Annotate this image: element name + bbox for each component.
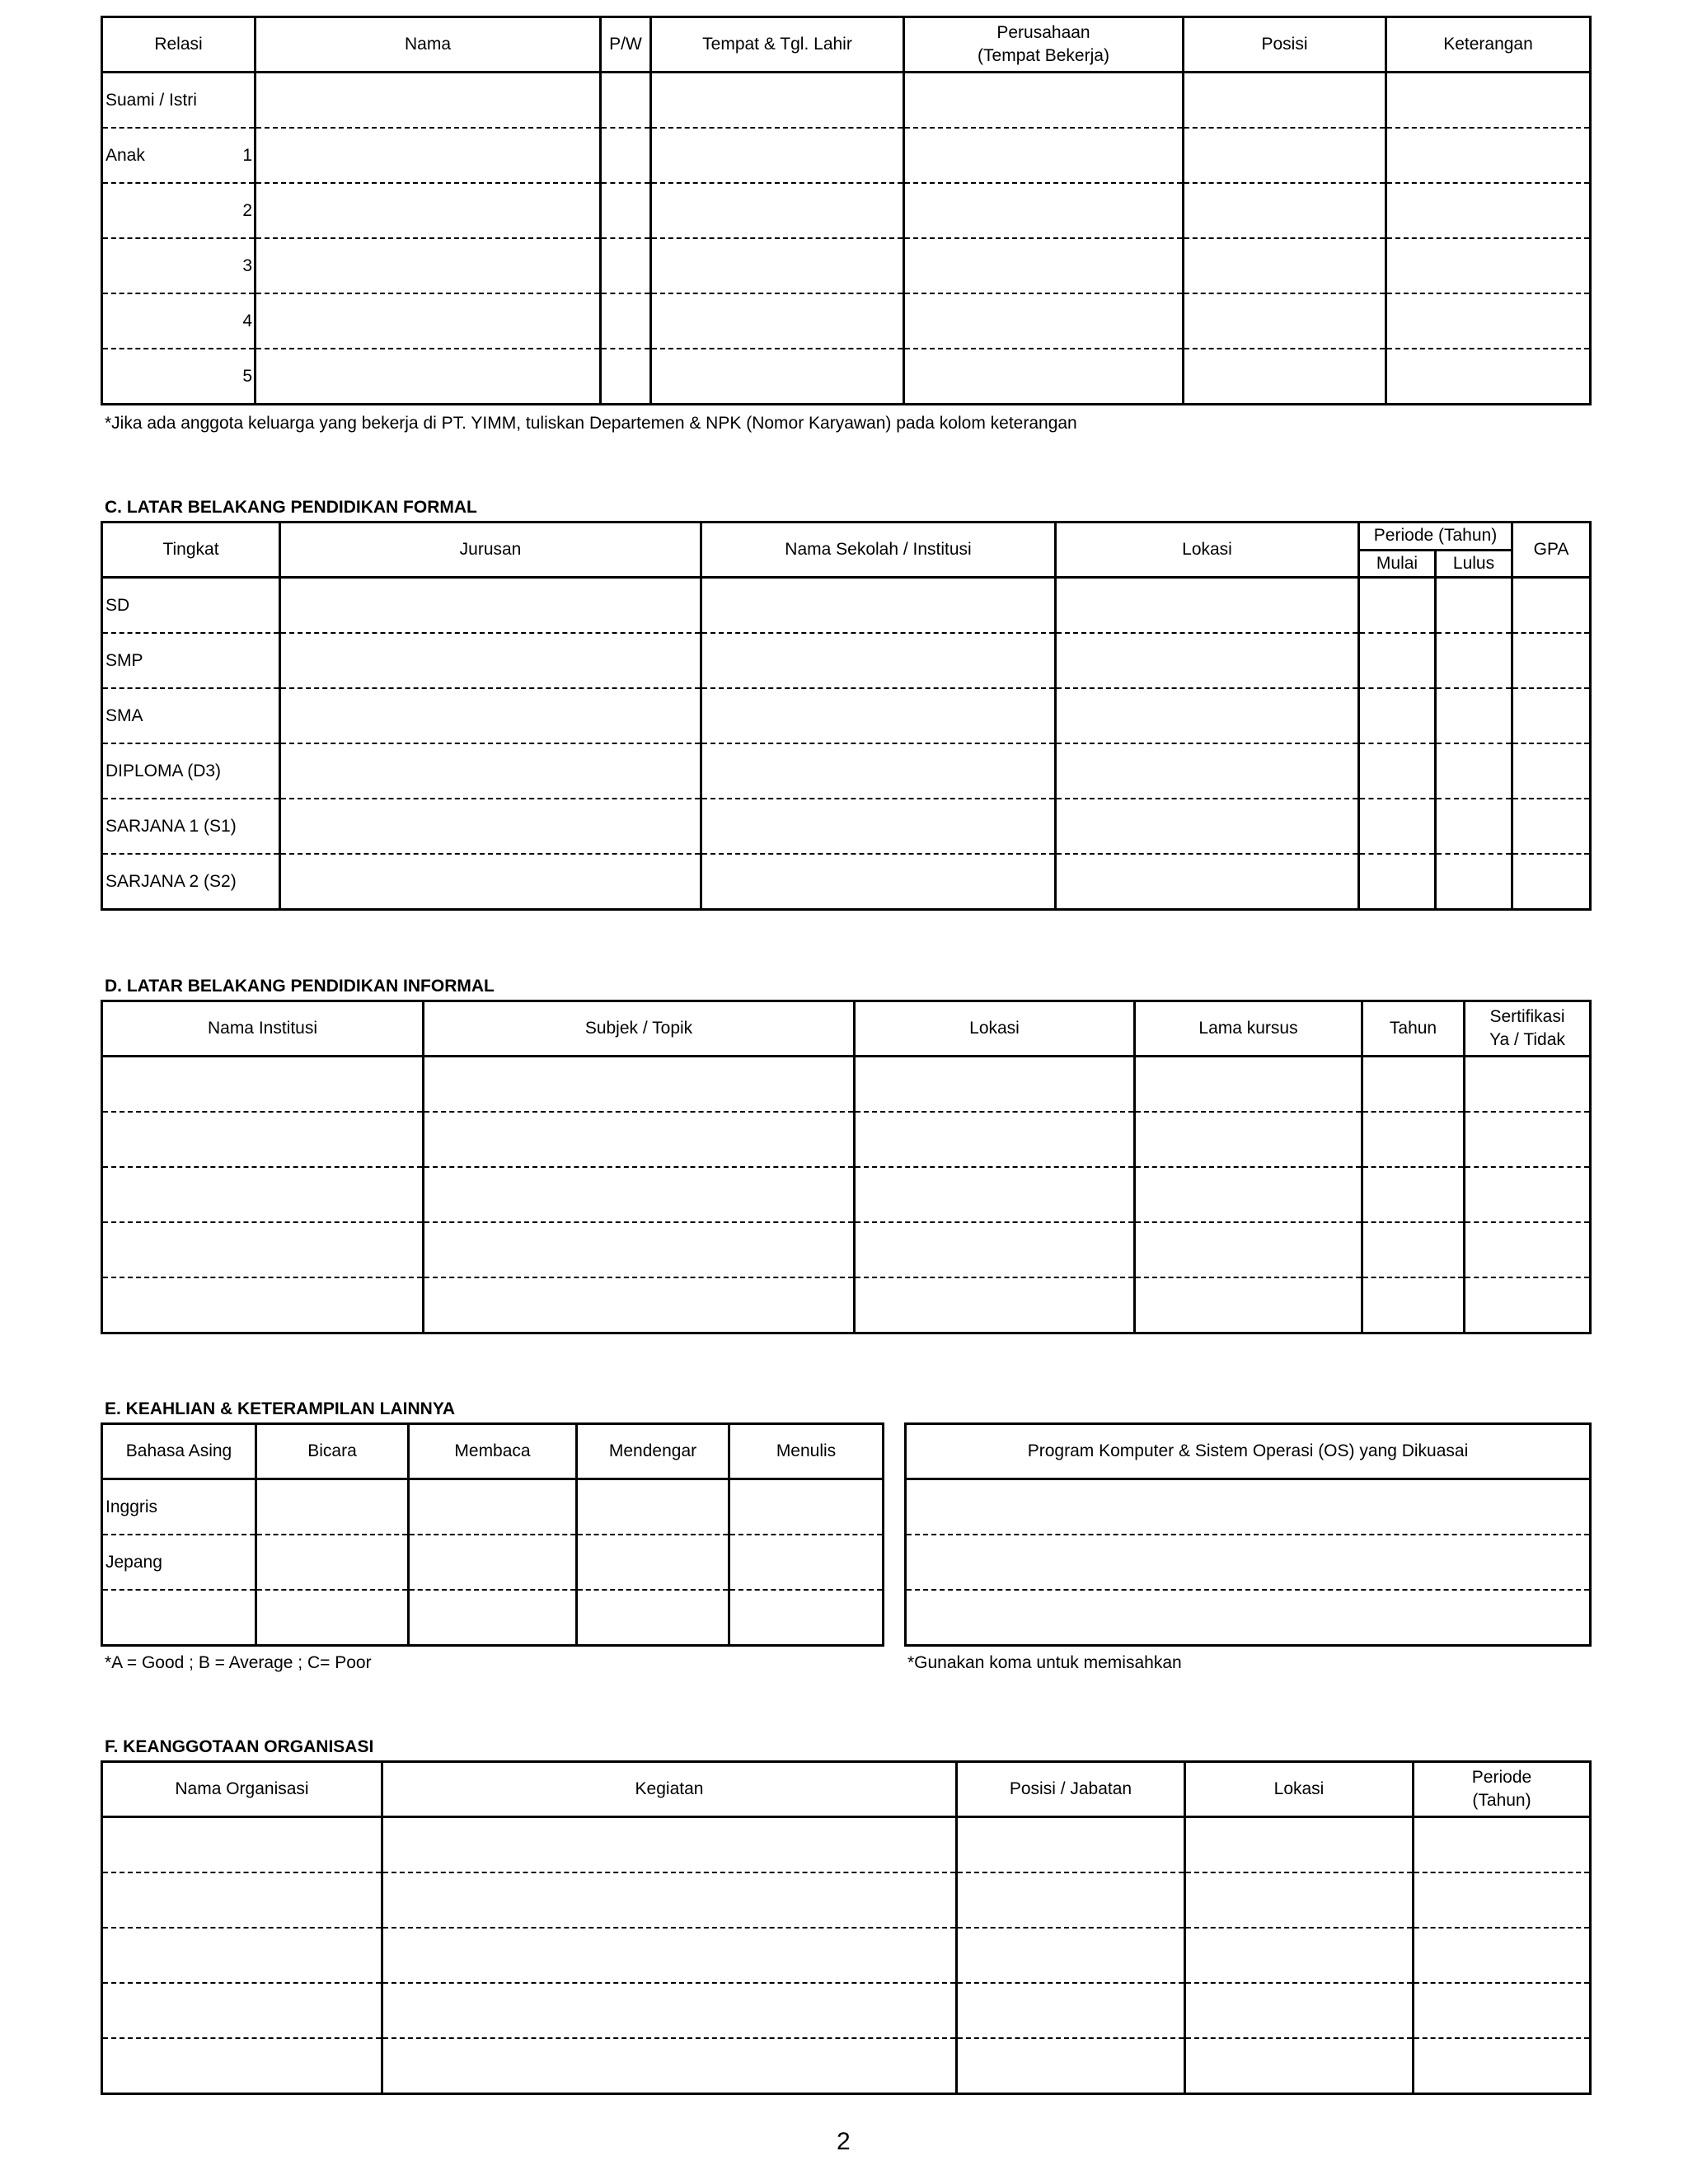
topic-field[interactable]: [424, 1112, 855, 1167]
row-number: 2: [242, 200, 252, 220]
major-field[interactable]: [280, 688, 701, 743]
gpa-field[interactable]: [1512, 854, 1591, 910]
table-row: [102, 1479, 884, 1535]
header-sertifikasi: Sertifikasi Ya / Tidak: [1465, 1001, 1591, 1057]
remark-field[interactable]: [1386, 349, 1591, 405]
header-lokasi: Lokasi: [1185, 1762, 1414, 1817]
school-field[interactable]: [701, 633, 1056, 688]
table-row: [102, 183, 1591, 238]
section-title-informal: D. LATAR BELAKANG PENDIDIKAN INFORMAL: [105, 977, 495, 996]
table-row: [102, 73, 1591, 129]
header-pw: P/W: [601, 17, 651, 73]
gpa-field[interactable]: [1512, 633, 1591, 688]
role-field[interactable]: [957, 2038, 1185, 2094]
relation-label: Suami / Istri: [106, 90, 197, 110]
level-label: SARJANA 1 (S1): [102, 799, 280, 854]
name-field[interactable]: [256, 183, 601, 238]
header-posisi-jabatan: Posisi / Jabatan: [957, 1762, 1185, 1817]
birth-field[interactable]: [651, 238, 904, 293]
major-field[interactable]: [280, 799, 701, 854]
certificate-field[interactable]: [1465, 1277, 1591, 1333]
name-field[interactable]: [256, 238, 601, 293]
name-field[interactable]: [256, 349, 601, 405]
start-year-field[interactable]: [1359, 578, 1436, 634]
start-year-field[interactable]: [1359, 743, 1436, 799]
company-field[interactable]: [904, 73, 1184, 129]
gender-field[interactable]: [601, 349, 651, 405]
company-field[interactable]: [904, 128, 1184, 183]
relation-label: Anak: [106, 145, 145, 165]
table-row: [102, 1167, 1591, 1222]
major-field[interactable]: [280, 854, 701, 910]
institution-field[interactable]: [102, 1222, 424, 1277]
header-bahasa-asing: Bahasa Asing: [102, 1424, 256, 1479]
year-field[interactable]: [1362, 1057, 1465, 1113]
name-field[interactable]: [256, 128, 601, 183]
listening-field[interactable]: [577, 1590, 729, 1646]
speaking-field[interactable]: [256, 1590, 409, 1646]
table-row: [102, 1817, 1591, 1873]
table-row: [102, 1057, 1591, 1113]
topic-field[interactable]: [424, 1167, 855, 1222]
reading-field[interactable]: [409, 1479, 577, 1535]
header-gpa: GPA: [1512, 523, 1591, 578]
location-field[interactable]: [1056, 799, 1359, 854]
location-field[interactable]: [1185, 1872, 1414, 1928]
start-year-field[interactable]: [1359, 633, 1436, 688]
remark-field[interactable]: [1386, 128, 1591, 183]
writing-field[interactable]: [729, 1535, 884, 1590]
gpa-field[interactable]: [1512, 578, 1591, 634]
major-field[interactable]: [280, 578, 701, 634]
position-field[interactable]: [1184, 293, 1386, 349]
gender-field[interactable]: [601, 73, 651, 129]
gender-field[interactable]: [601, 293, 651, 349]
table-row: [102, 2038, 1591, 2094]
organisation-field[interactable]: [102, 2038, 382, 2094]
graduate-year-field[interactable]: [1436, 633, 1512, 688]
role-field[interactable]: [957, 1817, 1185, 1873]
year-field[interactable]: [1362, 1222, 1465, 1277]
graduate-year-field[interactable]: [1436, 854, 1512, 910]
topic-field[interactable]: [424, 1277, 855, 1333]
header-lokasi: Lokasi: [1056, 523, 1359, 578]
header-lulus: Lulus: [1436, 551, 1512, 578]
table-row: [102, 1277, 1591, 1333]
graduate-year-field[interactable]: [1436, 688, 1512, 743]
level-label: SD: [106, 595, 130, 615]
institution-field[interactable]: [102, 1277, 424, 1333]
table-row: [102, 1872, 1591, 1928]
activity-field[interactable]: [382, 1872, 957, 1928]
location-field[interactable]: [855, 1112, 1135, 1167]
table-row: [102, 633, 1591, 688]
language-label: Jepang: [102, 1535, 256, 1590]
certificate-field[interactable]: [1465, 1167, 1591, 1222]
organisation-field[interactable]: [102, 1872, 382, 1928]
remark-field[interactable]: [1386, 238, 1591, 293]
school-field[interactable]: [701, 688, 1056, 743]
graduate-year-field[interactable]: [1436, 578, 1512, 634]
remark-field[interactable]: [1386, 293, 1591, 349]
company-field[interactable]: [904, 238, 1184, 293]
computer-note: *Gunakan koma untuk memisahkan: [907, 1653, 1182, 1672]
level-label: DIPLOMA (D3): [102, 743, 280, 799]
header-tempat-tgl-lahir: Tempat & Tgl. Lahir: [651, 17, 904, 73]
company-field[interactable]: [904, 183, 1184, 238]
table-row: [102, 688, 1591, 743]
role-field[interactable]: [957, 1983, 1185, 2038]
location-field[interactable]: [855, 1222, 1135, 1277]
formal-education-table: [101, 521, 1592, 911]
birth-field[interactable]: [651, 183, 904, 238]
table-row: [102, 799, 1591, 854]
topic-field[interactable]: [424, 1057, 855, 1113]
position-field[interactable]: [1184, 349, 1386, 405]
role-field[interactable]: [957, 1872, 1185, 1928]
table-row: [102, 854, 1591, 910]
birth-field[interactable]: [651, 349, 904, 405]
speaking-field[interactable]: [256, 1535, 409, 1590]
header-lokasi: Lokasi: [855, 1001, 1135, 1057]
location-field[interactable]: [855, 1277, 1135, 1333]
activity-field[interactable]: [382, 2038, 957, 2094]
topic-field[interactable]: [424, 1222, 855, 1277]
table-row: [102, 128, 1591, 183]
relation-cell: [102, 349, 256, 405]
header-bicara: Bicara: [256, 1424, 409, 1479]
gender-field[interactable]: [601, 128, 651, 183]
start-year-field[interactable]: [1359, 854, 1436, 910]
table-row: [102, 349, 1591, 405]
row-number: 3: [242, 255, 252, 275]
name-field[interactable]: [256, 293, 601, 349]
school-field[interactable]: [701, 854, 1056, 910]
language-note: *A = Good ; B = Average ; C= Poor: [105, 1653, 372, 1672]
header-posisi: Posisi: [1184, 17, 1386, 73]
header-nama: Nama: [256, 17, 601, 73]
organisation-table: [101, 1760, 1592, 2095]
graduate-year-field[interactable]: [1436, 799, 1512, 854]
header-computer-programs: Program Komputer & Sistem Operasi (OS) yang Dikuasai: [906, 1424, 1591, 1479]
gpa-field[interactable]: [1512, 799, 1591, 854]
header-perusahaan: Perusahaan (Tempat Bekerja): [904, 17, 1184, 73]
location-field[interactable]: [1056, 743, 1359, 799]
header-jurusan: Jurusan: [280, 523, 701, 578]
birth-field[interactable]: [651, 73, 904, 129]
writing-field[interactable]: [729, 1590, 884, 1646]
relation-cell: [102, 293, 256, 349]
role-field[interactable]: [957, 1928, 1185, 1983]
location-field[interactable]: [1185, 1817, 1414, 1873]
certificate-field[interactable]: [1465, 1057, 1591, 1113]
table-row: [102, 1535, 884, 1590]
table-row: [906, 1535, 1591, 1590]
duration-field[interactable]: [1135, 1167, 1362, 1222]
speaking-field[interactable]: [256, 1479, 409, 1535]
institution-field[interactable]: [102, 1057, 424, 1113]
row-number: 4: [242, 311, 252, 330]
major-field[interactable]: [280, 743, 701, 799]
table-row: [102, 1112, 1591, 1167]
position-field[interactable]: [1184, 238, 1386, 293]
header-sekolah: Nama Sekolah / Institusi: [701, 523, 1056, 578]
reading-field[interactable]: [409, 1590, 577, 1646]
row-number: 1: [242, 145, 252, 165]
year-field[interactable]: [1362, 1167, 1465, 1222]
remark-field[interactable]: [1386, 73, 1591, 129]
header-lama-kursus: Lama kursus: [1135, 1001, 1362, 1057]
period-field[interactable]: [1414, 1928, 1591, 1983]
level-label: SARJANA 2 (S2): [102, 854, 280, 910]
row-number: 5: [242, 366, 252, 386]
position-field[interactable]: [1184, 128, 1386, 183]
duration-field[interactable]: [1135, 1112, 1362, 1167]
header-membaca: Membaca: [409, 1424, 577, 1479]
location-field[interactable]: [1185, 2038, 1414, 2094]
relation-cell: [102, 73, 256, 129]
language-skills-table: [101, 1422, 884, 1647]
year-field[interactable]: [1362, 1112, 1465, 1167]
reading-field[interactable]: [409, 1535, 577, 1590]
header-kegiatan: Kegiatan: [382, 1762, 957, 1817]
location-field[interactable]: [1056, 854, 1359, 910]
relation-cell: [102, 128, 256, 183]
family-table: [101, 16, 1592, 405]
gender-field[interactable]: [601, 183, 651, 238]
year-field[interactable]: [1362, 1277, 1465, 1333]
writing-field[interactable]: [729, 1479, 884, 1535]
header-relasi: Relasi: [102, 17, 256, 73]
table-row: [102, 1222, 1591, 1277]
gpa-field[interactable]: [1512, 743, 1591, 799]
position-field[interactable]: [1184, 183, 1386, 238]
computer-skill-field[interactable]: [906, 1479, 1591, 1535]
level-label: SMP: [102, 633, 280, 688]
company-field[interactable]: [904, 349, 1184, 405]
level-label: SMA: [102, 688, 280, 743]
start-year-field[interactable]: [1359, 799, 1436, 854]
header-subjek: Subjek / Topik: [424, 1001, 855, 1057]
listening-field[interactable]: [577, 1535, 729, 1590]
header-periode: Periode (Tahun): [1359, 523, 1512, 551]
table-row: [906, 1590, 1591, 1646]
table-row: [102, 743, 1591, 799]
location-field[interactable]: [1056, 688, 1359, 743]
certificate-field[interactable]: [1465, 1112, 1591, 1167]
section-title-organisations: F. KEANGGOTAAN ORGANISASI: [105, 1737, 374, 1756]
header-nama-organisasi: Nama Organisasi: [102, 1762, 382, 1817]
relation-cell: [102, 238, 256, 293]
major-field[interactable]: [280, 633, 701, 688]
location-field[interactable]: [855, 1167, 1135, 1222]
location-field[interactable]: [1185, 1983, 1414, 2038]
graduate-year-field[interactable]: [1436, 743, 1512, 799]
duration-field[interactable]: [1135, 1057, 1362, 1113]
language-label: Inggris: [106, 1497, 158, 1516]
activity-field[interactable]: [382, 1928, 957, 1983]
duration-field[interactable]: [1135, 1277, 1362, 1333]
computer-skill-field[interactable]: [906, 1590, 1591, 1646]
location-field[interactable]: [855, 1057, 1135, 1113]
location-field[interactable]: [1185, 1928, 1414, 1983]
table-row: [102, 238, 1591, 293]
header-periode: Periode (Tahun): [1414, 1762, 1591, 1817]
language-label: [102, 1590, 256, 1646]
location-field[interactable]: [1056, 578, 1359, 634]
school-field[interactable]: [701, 799, 1056, 854]
organisation-field[interactable]: [102, 1928, 382, 1983]
header-tahun: Tahun: [1362, 1001, 1465, 1057]
section-title-formal: C. LATAR BELAKANG PENDIDIKAN FORMAL: [105, 498, 477, 517]
table-row: [102, 578, 1591, 634]
gender-field[interactable]: [601, 238, 651, 293]
family-note: *Jika ada anggota keluarga yang bekerja di PT. YIMM, tuliskan Departemen & NPK (Nomor Karyawan) pada kolom keterangan: [105, 414, 1077, 433]
position-field[interactable]: [1184, 73, 1386, 129]
school-field[interactable]: [701, 743, 1056, 799]
table-row: [102, 293, 1591, 349]
header-mendengar: Mendengar: [577, 1424, 729, 1479]
activity-field[interactable]: [382, 1983, 957, 2038]
table-row: [102, 1983, 1591, 2038]
table-row: [102, 1928, 1591, 1983]
period-field[interactable]: [1414, 1983, 1591, 2038]
section-title-skills: E. KEAHLIAN & KETERAMPILAN LAINNYA: [105, 1399, 456, 1418]
birth-field[interactable]: [651, 128, 904, 183]
table-row: [906, 1479, 1591, 1535]
certificate-field[interactable]: [1465, 1222, 1591, 1277]
activity-field[interactable]: [382, 1817, 957, 1873]
duration-field[interactable]: [1135, 1222, 1362, 1277]
header-tingkat: Tingkat: [102, 523, 280, 578]
name-field[interactable]: [256, 73, 601, 129]
location-field[interactable]: [1056, 633, 1359, 688]
organisation-field[interactable]: [102, 1983, 382, 2038]
school-field[interactable]: [701, 578, 1056, 634]
remark-field[interactable]: [1386, 183, 1591, 238]
period-field[interactable]: [1414, 1817, 1591, 1873]
header-menulis: Menulis: [729, 1424, 884, 1479]
relation-cell: [102, 183, 256, 238]
page-number: 2: [837, 2128, 851, 2155]
period-field[interactable]: [1414, 1872, 1591, 1928]
start-year-field[interactable]: [1359, 688, 1436, 743]
header-mulai: Mulai: [1359, 551, 1436, 578]
listening-field[interactable]: [577, 1479, 729, 1535]
company-field[interactable]: [904, 293, 1184, 349]
computer-skill-field[interactable]: [906, 1535, 1591, 1590]
gpa-field[interactable]: [1512, 688, 1591, 743]
table-row: [102, 1590, 884, 1646]
header-keterangan: Keterangan: [1386, 17, 1591, 73]
computer-skills-table: [904, 1422, 1592, 1647]
organisation-field[interactable]: [102, 1817, 382, 1873]
period-field[interactable]: [1414, 2038, 1591, 2094]
header-nama-institusi: Nama Institusi: [102, 1001, 424, 1057]
birth-field[interactable]: [651, 293, 904, 349]
informal-education-table: [101, 1000, 1592, 1334]
institution-field[interactable]: [102, 1112, 424, 1167]
institution-field[interactable]: [102, 1167, 424, 1222]
